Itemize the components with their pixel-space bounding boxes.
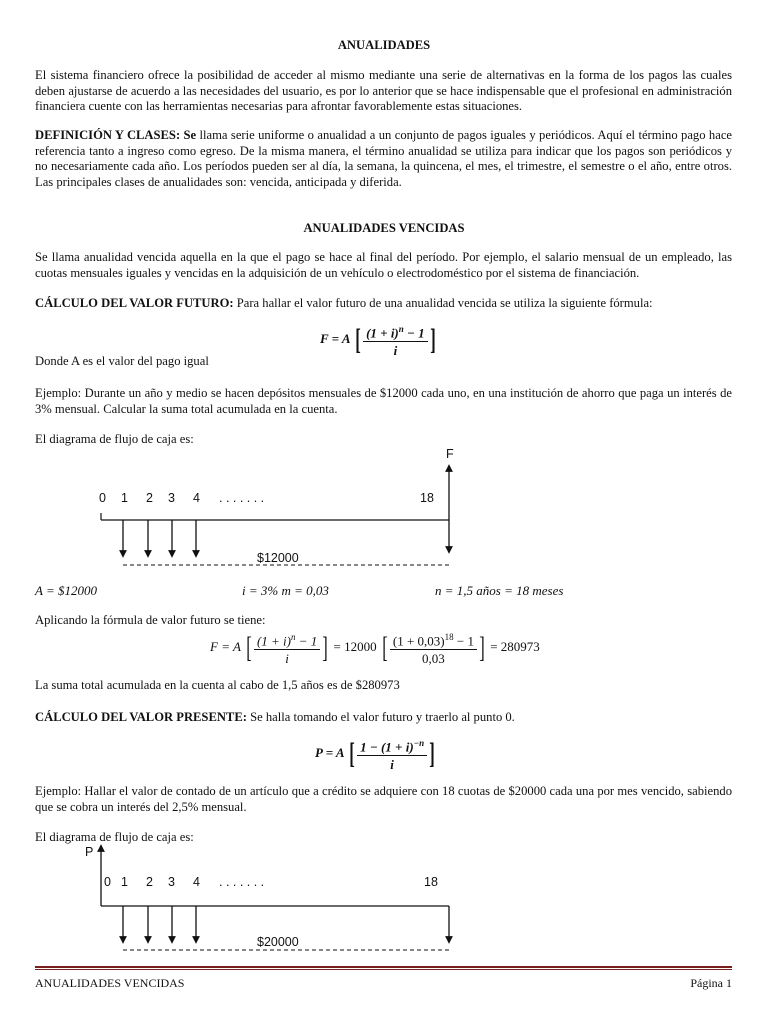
page-title: ANUALIDADES: [337, 38, 431, 52]
calc-den2: 0,03: [422, 651, 445, 667]
vp-formula-lhs: P = A: [315, 745, 344, 761]
footer-rule: [35, 966, 732, 969]
vp-formula: P = A [ $\frac{1 - (1 + i)^{-n}}{i}$ ]: [315, 737, 435, 773]
calc-num2-tail: − 1: [453, 633, 474, 649]
vp-example: Ejemplo: Hallar el valor de contado de un artículo que a crédito se adquiere con 18 cuotas de $20000 cada una por mes vencido, sabiendo que se cobra un interés del 2,5% mensual.: [35, 784, 732, 814]
tick2-dots: . . . . . . .: [219, 875, 265, 889]
vf-formula-num: (1 + i): [366, 325, 399, 341]
tick-3: 3: [168, 491, 175, 505]
param-n: n = 1,5 años = 18 meses: [435, 583, 564, 598]
calc-exp: n: [290, 632, 296, 642]
vf-paragraph: [35, 296, 732, 312]
cashflow-diagram-present: [0, 840, 768, 955]
tick-1: 1: [121, 491, 128, 505]
vp-diagram-label: El diagrama de flujo de caja es:: [35, 830, 194, 844]
vp-formula-num: 1 − (1 + i): [360, 739, 414, 755]
diagram-top-label: F: [446, 447, 454, 461]
vp-formula-den: i: [390, 757, 394, 773]
vf-apply: Aplicando la fórmula de valor futuro se tiene:: [35, 613, 266, 627]
vp-paragraph: [35, 710, 732, 726]
footer-page-number: Página 1: [690, 976, 732, 990]
vf-formula-num-tail: − 1: [403, 325, 425, 341]
vp-formula-exp: −n: [413, 738, 425, 748]
vencida-definition: Se llama anualidad vencida aquella en la que el pago se hace al final del período. Por ejemplo, el salario mensual de un empleado, las cuotas mensuales iguales y vencidas en la adquisición de un vehículo o electrodoméstico por el sistema de financiación.: [35, 250, 732, 280]
tick-dots: . . . . . . .: [219, 491, 265, 505]
calc-result: = 280973: [486, 639, 540, 655]
vf-conclusion: La suma total acumulada en la cuenta al cabo de 1,5 años es de $280973: [35, 678, 400, 692]
tick2-3: 3: [168, 875, 175, 889]
tick2-18: 18: [424, 875, 438, 889]
calc-num: (1 + i): [256, 633, 291, 649]
vf-text: Para hallar el valor futuro de una anualidad vencida se utiliza la siguiente fórmula:: [233, 296, 653, 310]
vf-formula: F = A [ $\frac{(1 + i)^n - 1}{i}$ ]: [320, 323, 436, 359]
vf-formula-den: i: [393, 343, 398, 359]
definition-text: llama serie uniforme o anualidad a un conjunto de pagos iguales y periódicos. Aquí el término pago hace referencia tanto a ingreso como egreso. De la misma manera, el término anualidad se utiliza para indicar que los pagos son periódicos y no necesariamente cada año. Los períodos pueden ser al día, la semana, la quincena, el mes, el trimestre, el semestre o el año, entre otros. Las principales clases de anualidades son: vencida, anticipada y diferida.: [35, 128, 732, 189]
tick-18: 18: [420, 491, 434, 505]
calc-den: i: [285, 651, 289, 667]
calc-num2: (1 + 0,03): [392, 633, 445, 649]
cashflow-diagram-future: [0, 440, 768, 575]
diagram2-payment-label: $20000: [257, 935, 299, 949]
tick2-0: 0: [104, 875, 111, 889]
tick2-1: 1: [121, 875, 128, 889]
footer-left: ANUALIDADES VENCIDAS: [35, 976, 185, 990]
calc-exp2: 18: [444, 632, 454, 642]
vp-text: Se halla tomando el valor futuro y traerlo al punto 0.: [246, 710, 515, 724]
tick2-4: 4: [193, 875, 200, 889]
vf-formula-lhs: F = A: [320, 331, 350, 347]
definition-paragraph: [35, 128, 732, 190]
param-a: A = $12000: [35, 583, 97, 598]
diagram2-top-label: P: [85, 845, 94, 859]
diagram-payment-label: $12000: [257, 551, 299, 565]
tick-2: 2: [146, 491, 153, 505]
vf-where: Donde A es el valor del pago igual: [35, 354, 209, 368]
vf-formula-exp: n: [398, 324, 404, 334]
section-title: ANUALIDADES VENCIDAS: [303, 221, 465, 235]
calc-lhs: F = A: [210, 639, 241, 655]
intro-paragraph: El sistema financiero ofrece la posibilidad de acceder al mismo mediante una serie de alternativas en la forma de los pagos las cuales deben ajustarse de acuerdo a las necesidades del usuario, es por lo anterior que se hace indispensable que el profesional en administración financiera cuente con las herramientas necesarias para afrontar favorablemente estas situaciones.: [35, 68, 732, 114]
vf-heading: CÁLCULO DEL VALOR FUTURO:: [35, 296, 234, 310]
definition-heading: DEFINICIÓN Y CLASES: Se: [35, 128, 197, 142]
param-i: i = 3% m = 0,03: [242, 583, 329, 598]
tick-4: 4: [193, 491, 200, 505]
vf-example: Ejemplo: Durante un año y medio se hacen depósitos mensuales de $12000 cada uno, en una institución de ahorro que paga un interés de 3% mensual. Calcular la suma total acumulada en la cuenta.: [35, 386, 732, 416]
tick-0: 0: [99, 491, 106, 505]
vp-heading: CÁLCULO DEL VALOR PRESENTE:: [35, 710, 247, 724]
vf-diagram-label: El diagrama de flujo de caja es:: [35, 432, 194, 446]
calc-eq1: = 12000: [330, 639, 377, 655]
tick2-2: 2: [146, 875, 153, 889]
calc-num-tail: − 1: [295, 633, 318, 649]
vf-calculation: F = A [ $\frac{(1 + i)^n - 1}{i}$ ] = 12000 [ $\frac{(1 + 0,03)^{18} - 1}{0,03}$ ] = 280973: [210, 631, 540, 667]
